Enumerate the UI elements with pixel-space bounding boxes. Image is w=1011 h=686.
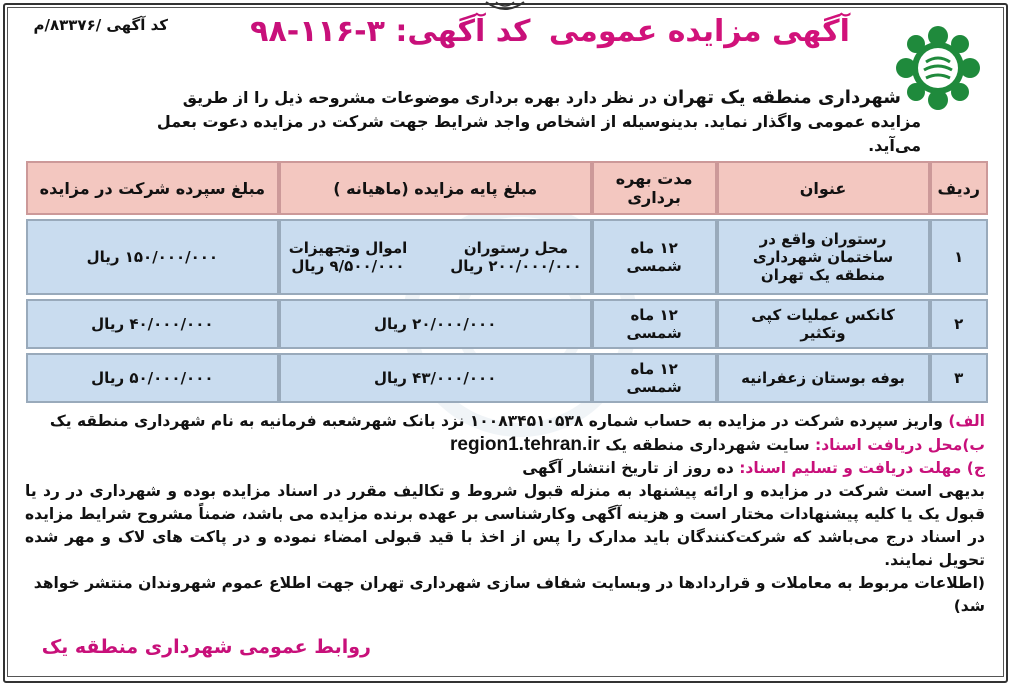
table-row [26, 219, 988, 295]
base-restaurant-value: ۲۰۰/۰۰۰/۰۰۰ ریال [450, 257, 582, 275]
table-header-row [26, 161, 988, 215]
table-row [26, 353, 988, 403]
note-b-text: سایت شهرداری منطقه یک [599, 436, 815, 454]
footer-signature: روابط عمومی شهرداری منطقه یک [41, 636, 371, 658]
intro-paragraph [101, 86, 921, 158]
auction-table [26, 157, 988, 407]
header-deposit: مبلغ سپرده شرکت در مزایده [26, 161, 279, 215]
note-c-label: ج) مهلت دریافت و تسلیم اسناد: [739, 459, 985, 477]
ad-code: کد آگهی /۸۳۳۷۶/م [33, 16, 168, 34]
cell-base-price [279, 219, 592, 295]
cell-no: ۲ [930, 299, 988, 349]
cell-deposit: ۵۰/۰۰۰/۰۰۰ ریال [26, 353, 279, 403]
cell-title: بوفه بوستان زعفرانیه [717, 353, 930, 403]
base-price-split [289, 239, 582, 275]
note-c [25, 457, 985, 480]
header-base-price: مبلغ پایه مزایده (ماهیانه ) [279, 161, 592, 215]
header-period: مدت بهره برداری [592, 161, 717, 215]
table-row [26, 299, 988, 349]
cell-title: کانکس عملیات کپی وتکثیر [717, 299, 930, 349]
base-price-equipment [289, 239, 408, 275]
title-code: کد آگهی: ۳-۱۱۶-۹۸ [250, 14, 531, 49]
ornament-knot-icon [484, 0, 526, 14]
tehran-municipality-logo-icon [892, 24, 984, 112]
website-link[interactable]: region1.tehran.ir [450, 434, 600, 455]
cell-period: ۱۲ ماه شمسی [592, 219, 717, 295]
note-a [25, 410, 985, 433]
page-title [250, 14, 850, 49]
cell-deposit: ۴۰/۰۰۰/۰۰۰ ریال [26, 299, 279, 349]
note-c-text: ده روز از تاریخ انتشار آگهی [522, 459, 740, 477]
notes-section [25, 410, 985, 618]
note-a-label: الف) [948, 412, 985, 430]
base-price-restaurant [450, 239, 582, 275]
cell-period: ۱۲ ماه شمسی [592, 353, 717, 403]
note-a-text: واریز سپرده شرکت در مزایده به حساب شماره ۱۰۰۸۳۴۵۱۰۵۳۸ نزد بانک شهرشعبه فرمانیه به نام شهرداری منطقه یک [49, 412, 949, 430]
header-no: ردیف [930, 161, 988, 215]
info-paragraph: (اطلاعات مربوط به معاملات و قراردادها در وبسایت شفاف سازی شهرداری تهران جهت اطلاع عموم شهروندان منتشر خواهد شد) [33, 574, 985, 615]
cell-deposit: ۱۵۰/۰۰۰/۰۰۰ ریال [26, 219, 279, 295]
cell-period: ۱۲ ماه شمسی [592, 299, 717, 349]
intro-line2: مزایده عمومی واگذار نماید. بدینوسیله از اشخاص واجد شرایط جهت شرکت در مزایده دعوت بعمل می‌آید. [156, 112, 921, 155]
cell-base-price: ۲۰/۰۰۰/۰۰۰ ریال [279, 299, 592, 349]
base-equipment-value: ۹/۵۰۰/۰۰۰ ریال [291, 257, 405, 275]
base-restaurant-label: محل رستوران [463, 239, 569, 257]
cell-title: رستوران واقع در ساختمان شهرداری منطقه یک تهران [717, 219, 930, 295]
cell-no: ۱ [930, 219, 988, 295]
intro-municipality: شهرداری منطقه یک تهران [662, 87, 901, 108]
intro-line1-rest: در نظر دارد بهره برداری موضوعات مشروحه ذیل را از طریق [182, 88, 663, 107]
title-main: آگهی مزایده عمومی [548, 14, 850, 49]
note-b [25, 433, 985, 457]
cell-base-price: ۴۳/۰۰۰/۰۰۰ ریال [279, 353, 592, 403]
header-title: عنوان [717, 161, 930, 215]
base-equipment-label: اموال وتجهیزات [288, 239, 408, 257]
terms-paragraph: بدیهی است شرکت در مزایده و ارائه پیشنهاد به منزله قبول شروط و تکالیف مقرر در اسناد مزایده بوده و شهرداری در رد یا قبول یک یا کلیه پیشنهادات مختار است و هزینه آگهی وکارشناسی بر عهده برنده مزایده می باشد، ضمناً مشروح شرایط مزایده در اسناد درج می‌باشد که شرکت‌کنندگان باید مدارک را پس از اخذ با قید قبولی امضاء نموده و در پاکت های لاک و مهر شده تحویل نمایند. [25, 482, 985, 569]
note-b-label: ب)محل دریافت اسناد: [815, 436, 985, 454]
cell-no: ۳ [930, 353, 988, 403]
